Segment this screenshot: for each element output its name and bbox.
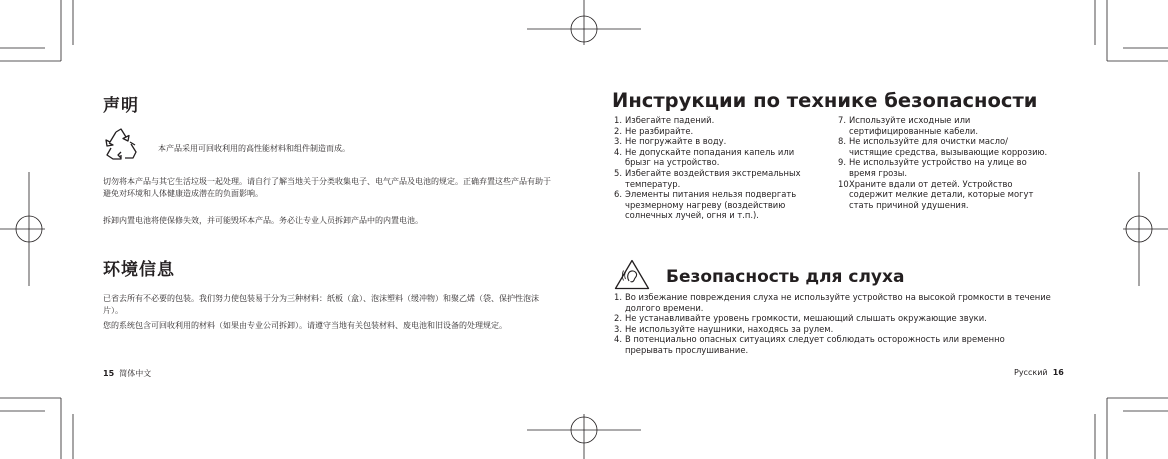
list-item <box>838 179 1048 211</box>
list-item <box>614 126 814 137</box>
hearing-warning-icon <box>614 259 650 290</box>
recycle-text: 本产品采用可回收利用的高性能材料和组件制造而成。 <box>158 144 350 153</box>
hearing-title: Безопасность для слуха <box>666 267 905 287</box>
list-item-number: 3. <box>614 136 622 147</box>
list-item-number: 1. <box>614 115 622 125</box>
list-item-text: Не устанавливайте уровень громкости, мешающий слышать окружающие звуки. <box>625 313 987 324</box>
list-item-number: 4. <box>614 334 622 345</box>
list-item-text: Избегайте воздействия экстремальных температур. <box>625 167 801 189</box>
list-item-text: Не разбирайте. <box>625 125 694 136</box>
list-item-number: 7. <box>838 115 846 125</box>
list-item-text: Не используйте устройство на улице во время грозы. <box>849 157 1027 178</box>
list-item-text: В потенциально опасных ситуациях следует соблюдать осторожность или временно прерывать прослушивание. <box>625 334 1005 355</box>
list-item <box>614 313 1054 324</box>
left-page-number: 15 <box>103 369 115 378</box>
list-item-number: 8. <box>838 136 846 147</box>
list-item-text: Используйте исходные или сертифицированные кабели. <box>849 115 978 136</box>
list-item <box>614 324 1054 335</box>
list-item-text: Не допускайте попадания капель или брызг на устройство. <box>625 146 795 168</box>
right-footer <box>1014 368 1064 377</box>
list-item-number: 10. <box>838 178 852 189</box>
environment-paragraph-2: 您的系统包含可回收利用的材料（如果由专业公司拆卸）。请遵守当地有关包装材料、废电池和旧设备的处理规定。 <box>103 321 507 330</box>
safety-list-column-1 <box>614 115 814 221</box>
list-item-number: 4. <box>614 146 622 157</box>
statement-paragraph-2: 拆卸内置电池将使保修失效，并可能毁坏本产品。务必让专业人员拆卸产品中的内置电池。 <box>103 216 423 225</box>
list-item-text: Не используйте для очистки масло/чистящие средства, вызывающие коррозию. <box>849 136 1048 157</box>
list-item-number: 2. <box>614 125 622 136</box>
list-item <box>614 334 1054 355</box>
environment-paragraph-1: 已省去所有不必要的包装。我们努力使包装易于分为三种材料：纸板（盒）、泡沫塑料（缓冲物）和聚乙烯（袋、保护性泡沫片）。 <box>103 294 539 315</box>
statement-paragraph-1: 切勿将本产品与其它生活垃圾一起处理。请自行了解当地关于分类收集电子、电气产品及电池的规定。正确弃置这些产品有助于避免对环境和人体健康造成潜在的负面影响。 <box>103 177 551 198</box>
left-footer <box>103 368 151 379</box>
left-footer-language: 简体中文 <box>119 369 152 378</box>
list-item <box>614 136 814 147</box>
list-item-number: 3. <box>614 323 622 334</box>
list-item-number: 2. <box>614 313 622 324</box>
list-item-number: 6. <box>614 189 622 200</box>
list-item <box>614 147 814 168</box>
list-item-text: Не используйте наушники, находясь за рулем. <box>625 323 834 334</box>
list-item <box>614 189 814 221</box>
list-item-number: 5. <box>614 167 622 178</box>
list-item <box>838 115 1048 136</box>
list-item <box>838 157 1048 178</box>
hearing-list <box>614 292 1054 356</box>
list-item-number: 9. <box>838 157 846 168</box>
list-item-text: Избегайте падений. <box>625 115 715 125</box>
list-item-text: Не погружайте в воду. <box>625 136 727 147</box>
right-page-number: 16 <box>1052 368 1064 377</box>
list-item <box>838 136 1048 157</box>
environment-title: 环境信息 <box>103 260 175 280</box>
safety-title: Инструкции по технике безопасности <box>612 89 1038 112</box>
list-item-number: 1. <box>614 292 622 302</box>
statement-title: 声明 <box>103 96 139 116</box>
list-item-text: Храните вдали от детей. Устройство содержит мелкие детали, которые могут стать причиной удушения. <box>849 178 1034 210</box>
list-item-text: Во избежание повреждения слуха не используйте устройство на высокой громкости в течение долгого времени. <box>625 292 1051 313</box>
list-item <box>614 115 814 126</box>
list-item <box>614 292 1054 313</box>
list-item-text: Элементы питания нельзя подвергать чрезмерному нагреву (воздействию солнечных лучей, огня и т.п.). <box>625 189 797 221</box>
list-item <box>614 168 814 189</box>
recycle-icon <box>104 128 138 161</box>
right-footer-language: Русский <box>1014 368 1048 377</box>
safety-list-column-2 <box>838 115 1048 210</box>
